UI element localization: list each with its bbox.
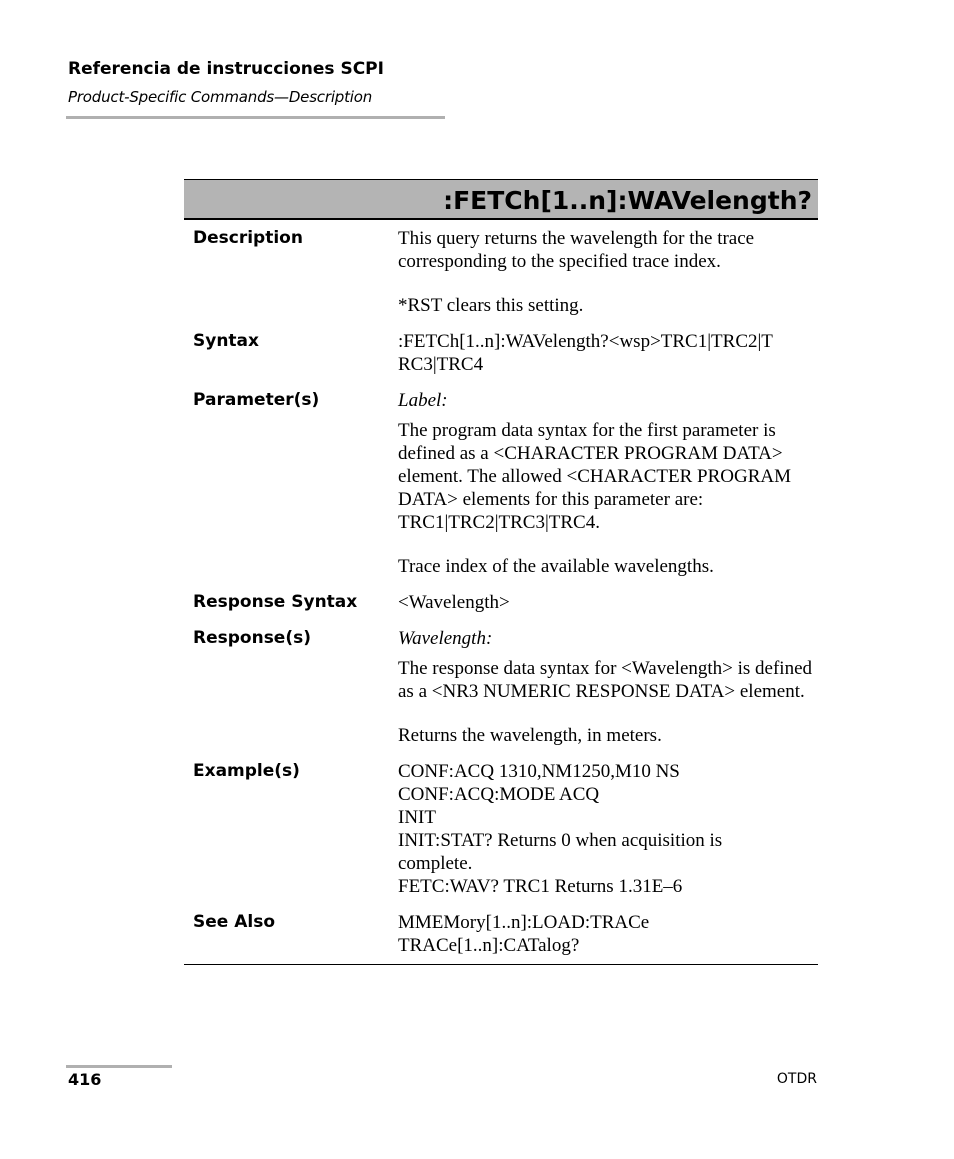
parameters-body: [398, 389, 818, 578]
description-text: This query returns the wavelength for the trace corresponding to the specified trace index.: [398, 228, 755, 272]
responses-body: [398, 627, 818, 747]
syntax-body: [398, 330, 818, 376]
responses-label: Response(s): [193, 628, 311, 648]
response-name: Wavelength:: [398, 628, 493, 649]
see-also-body: [398, 911, 818, 957]
description-label: Description: [193, 228, 303, 248]
description-row: [184, 227, 818, 317]
product-name: OTDR: [776, 1071, 817, 1087]
response-syntax-row: [184, 591, 818, 614]
example-line: INIT: [398, 807, 436, 828]
response-syntax-label: Response Syntax: [193, 592, 358, 612]
responses-row: [184, 627, 818, 747]
running-head: [68, 58, 384, 108]
parameters-row: [184, 389, 818, 578]
example-line: CONF:ACQ 1310,NM1250,M10 NS: [398, 761, 680, 782]
see-also-label: See Also: [193, 912, 276, 932]
command-title: :FETCh[1..n]:WAVelength?: [443, 186, 812, 215]
running-head-subtitle: Product-Specific Commands—Description: [68, 88, 373, 106]
page-number: 416: [68, 1070, 102, 1089]
parameters-note: Trace index of the available wavelengths.: [398, 556, 714, 577]
example-line: FETC:WAV? TRC1 Returns 1.31E–6: [398, 876, 683, 897]
running-head-title: Referencia de instrucciones SCPI: [68, 59, 384, 79]
command-header: [184, 179, 818, 220]
examples-row: [184, 760, 818, 898]
responses-note: Returns the wavelength, in meters.: [398, 725, 662, 746]
header-rule: [66, 116, 445, 119]
syntax-row: [184, 330, 818, 376]
example-line: CONF:ACQ:MODE ACQ: [398, 784, 600, 805]
response-syntax-body: <Wavelength>: [398, 592, 510, 613]
example-line: INIT:STAT? Returns 0 when acquisition is: [398, 830, 723, 851]
footer-rule: [66, 1065, 172, 1068]
parameters-label: Parameter(s): [193, 390, 320, 410]
responses-text: The response data syntax for <Wavelength> is defined as a <NR3 NUMERIC RESPONSE DATA> element.: [398, 658, 813, 702]
syntax-line-1: :FETCh[1..n]:WAVelength?<wsp>TRC1|TRC2|T: [398, 331, 773, 352]
see-also-row: [184, 911, 818, 957]
command-table: [184, 179, 818, 965]
description-body: [398, 227, 818, 317]
see-also-link: MMEMory[1..n]:LOAD:TRACe: [398, 912, 650, 933]
syntax-line-2: RC3|TRC4: [398, 354, 484, 375]
syntax-label: Syntax: [193, 331, 259, 351]
examples-label: Example(s): [193, 761, 300, 781]
parameter-name: Label:: [398, 390, 448, 411]
see-also-link: TRACe[1..n]:CATalog?: [398, 935, 580, 956]
parameters-text: The program data syntax for the first parameter is defined as a <CHARACTER PROGRAM DATA> element. The allowed <CHARACTER PROGRAM DATA> elements for this parameter are: TRC1|TRC2|TRC3|TRC4.: [398, 420, 791, 533]
examples-body: [398, 760, 818, 898]
description-note: *RST clears this setting.: [398, 295, 584, 316]
example-line: complete.: [398, 853, 473, 874]
